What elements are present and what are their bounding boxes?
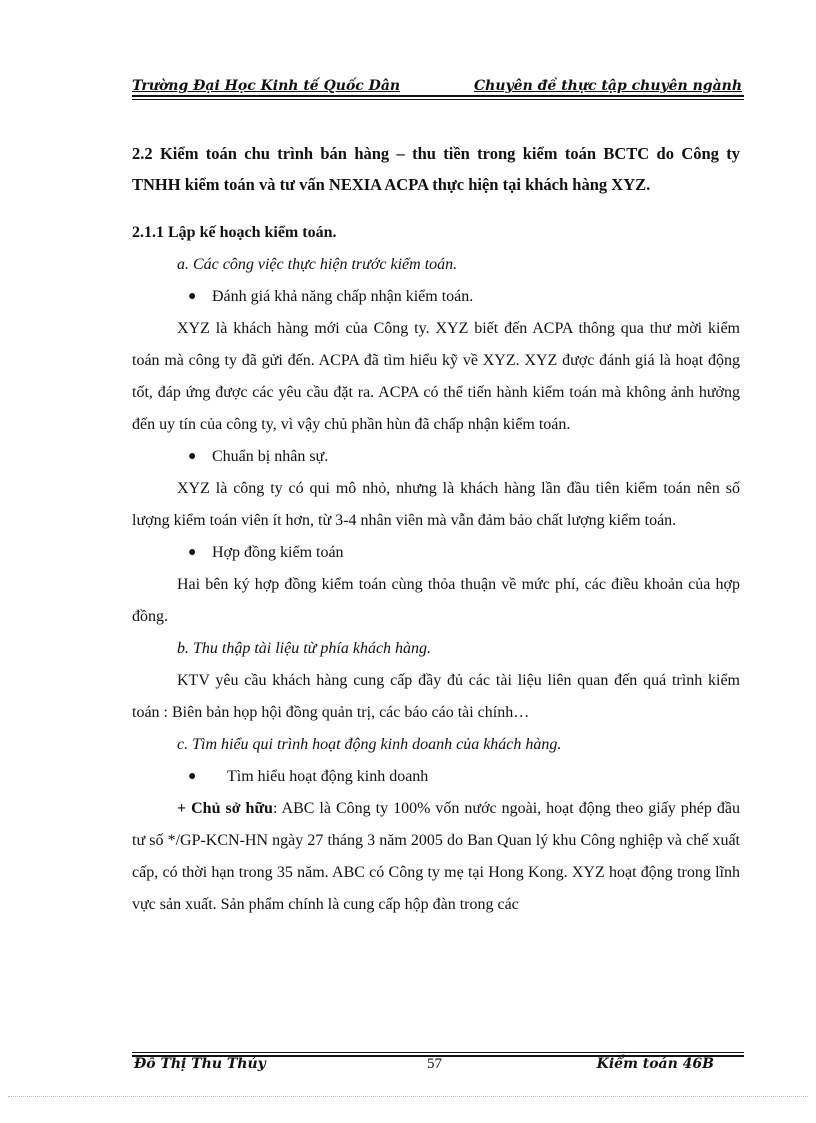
bullet-icon: ● xyxy=(188,769,197,784)
item-b-heading: b. Thu thập tài liệu từ phía khách hàng. xyxy=(177,640,432,657)
paragraph: XYZ là công ty có qui mô nhỏ, nhưng là khách hàng lần đầu tiên kiểm toán nên số lượng kiểm toán viên ít hơn, từ 3-4 nhân viên mà vẫn đảm bảo chất lượng kiểm toán. xyxy=(132,480,740,529)
section-title: 2.2 Kiểm toán chu trình bán hàng – thu tiền trong kiểm toán BCTC do Công ty TNHH kiểm toán và tư vấn NEXIA ACPA thực hiện tại khách hàng XYZ. xyxy=(132,144,740,194)
bullet-item xyxy=(132,281,740,313)
paragraph: KTV yêu cầu khách hàng cung cấp đầy đủ các tài liệu liên quan đến quá trình kiểm toán : Biên bản họp hội đồng quản trị, các báo cáo tài chính… xyxy=(132,672,740,721)
bullet-text: Tìm hiểu hoạt động kinh doanh xyxy=(227,768,429,785)
header-rule xyxy=(132,95,744,97)
header-report-type: Chuyên đề thực tập chuyên ngành xyxy=(474,78,742,94)
bullet-text: Đánh giá khả năng chấp nhận kiểm toán. xyxy=(212,288,474,305)
bullet-icon: ● xyxy=(188,545,197,560)
footer-author: Đỗ Thị Thu Thủy xyxy=(134,1056,266,1072)
bullet-text: Hợp đồng kiểm toán xyxy=(212,544,344,561)
bullet-icon: ● xyxy=(188,289,197,304)
bullet-text: Chuẩn bị nhân sự. xyxy=(212,448,329,465)
header-rule-thin xyxy=(132,99,744,100)
page-body xyxy=(132,138,740,921)
bullet-icon: ● xyxy=(188,449,197,464)
owner-label: + Chủ sở hữu xyxy=(177,800,273,817)
header-university: Trường Đại Học Kinh tế Quốc Dân xyxy=(132,78,401,94)
paragraph: XYZ là khách hàng mới của Công ty. XYZ biết đến ACPA thông qua thư mời kiểm toán mà công ty đã gửi đến. ACPA đã tìm hiểu kỹ về XYZ. XYZ được đánh giá là hoạt động tốt, đáp ứng được các yêu cầu đặt ra. ACPA có thể tiến hành kiểm toán mà không ảnh hưởng đến uy tín của công ty, vì vậy chủ phần hùn đã chấp nhận kiểm toán. xyxy=(132,320,740,433)
paragraph xyxy=(132,793,740,921)
item-c-heading: c. Tìm hiểu qui trình hoạt động kinh doanh của khách hàng. xyxy=(177,736,562,753)
page-edge xyxy=(8,1096,808,1097)
subsection-title: 2.1.1 Lập kế hoạch kiểm toán. xyxy=(132,224,337,241)
footer-class: Kiểm toán 46B xyxy=(596,1056,714,1072)
page-footer xyxy=(132,1056,744,1078)
paragraph: Hai bên ký hợp đồng kiểm toán cùng thỏa thuận về mức phí, các điều khoản của hợp đồng. xyxy=(132,576,740,625)
owner-text: : ABC là Công ty 100% vốn nước ngoài, hoạt động theo giấy phép đầu tư số */GP-KCN-HN ngày 27 tháng 3 năm 2005 do Ban Quan lý khu Công nghiệp và chế xuất cấp, có thời hạn trong 35 năm. ABC có Công ty mẹ tại Hong Kong. XYZ hoạt động trong lĩnh vực sản xuất. Sản phẩm chính là cung cấp hộp đàn trong các xyxy=(132,800,741,913)
bullet-item xyxy=(132,761,740,793)
bullet-item xyxy=(132,537,740,569)
bullet-item xyxy=(132,441,740,473)
page-number: 57 xyxy=(427,1056,442,1072)
item-a-heading: a. Các công việc thực hiện trước kiểm toán. xyxy=(177,256,458,273)
footer-rule-thin xyxy=(132,1052,744,1053)
